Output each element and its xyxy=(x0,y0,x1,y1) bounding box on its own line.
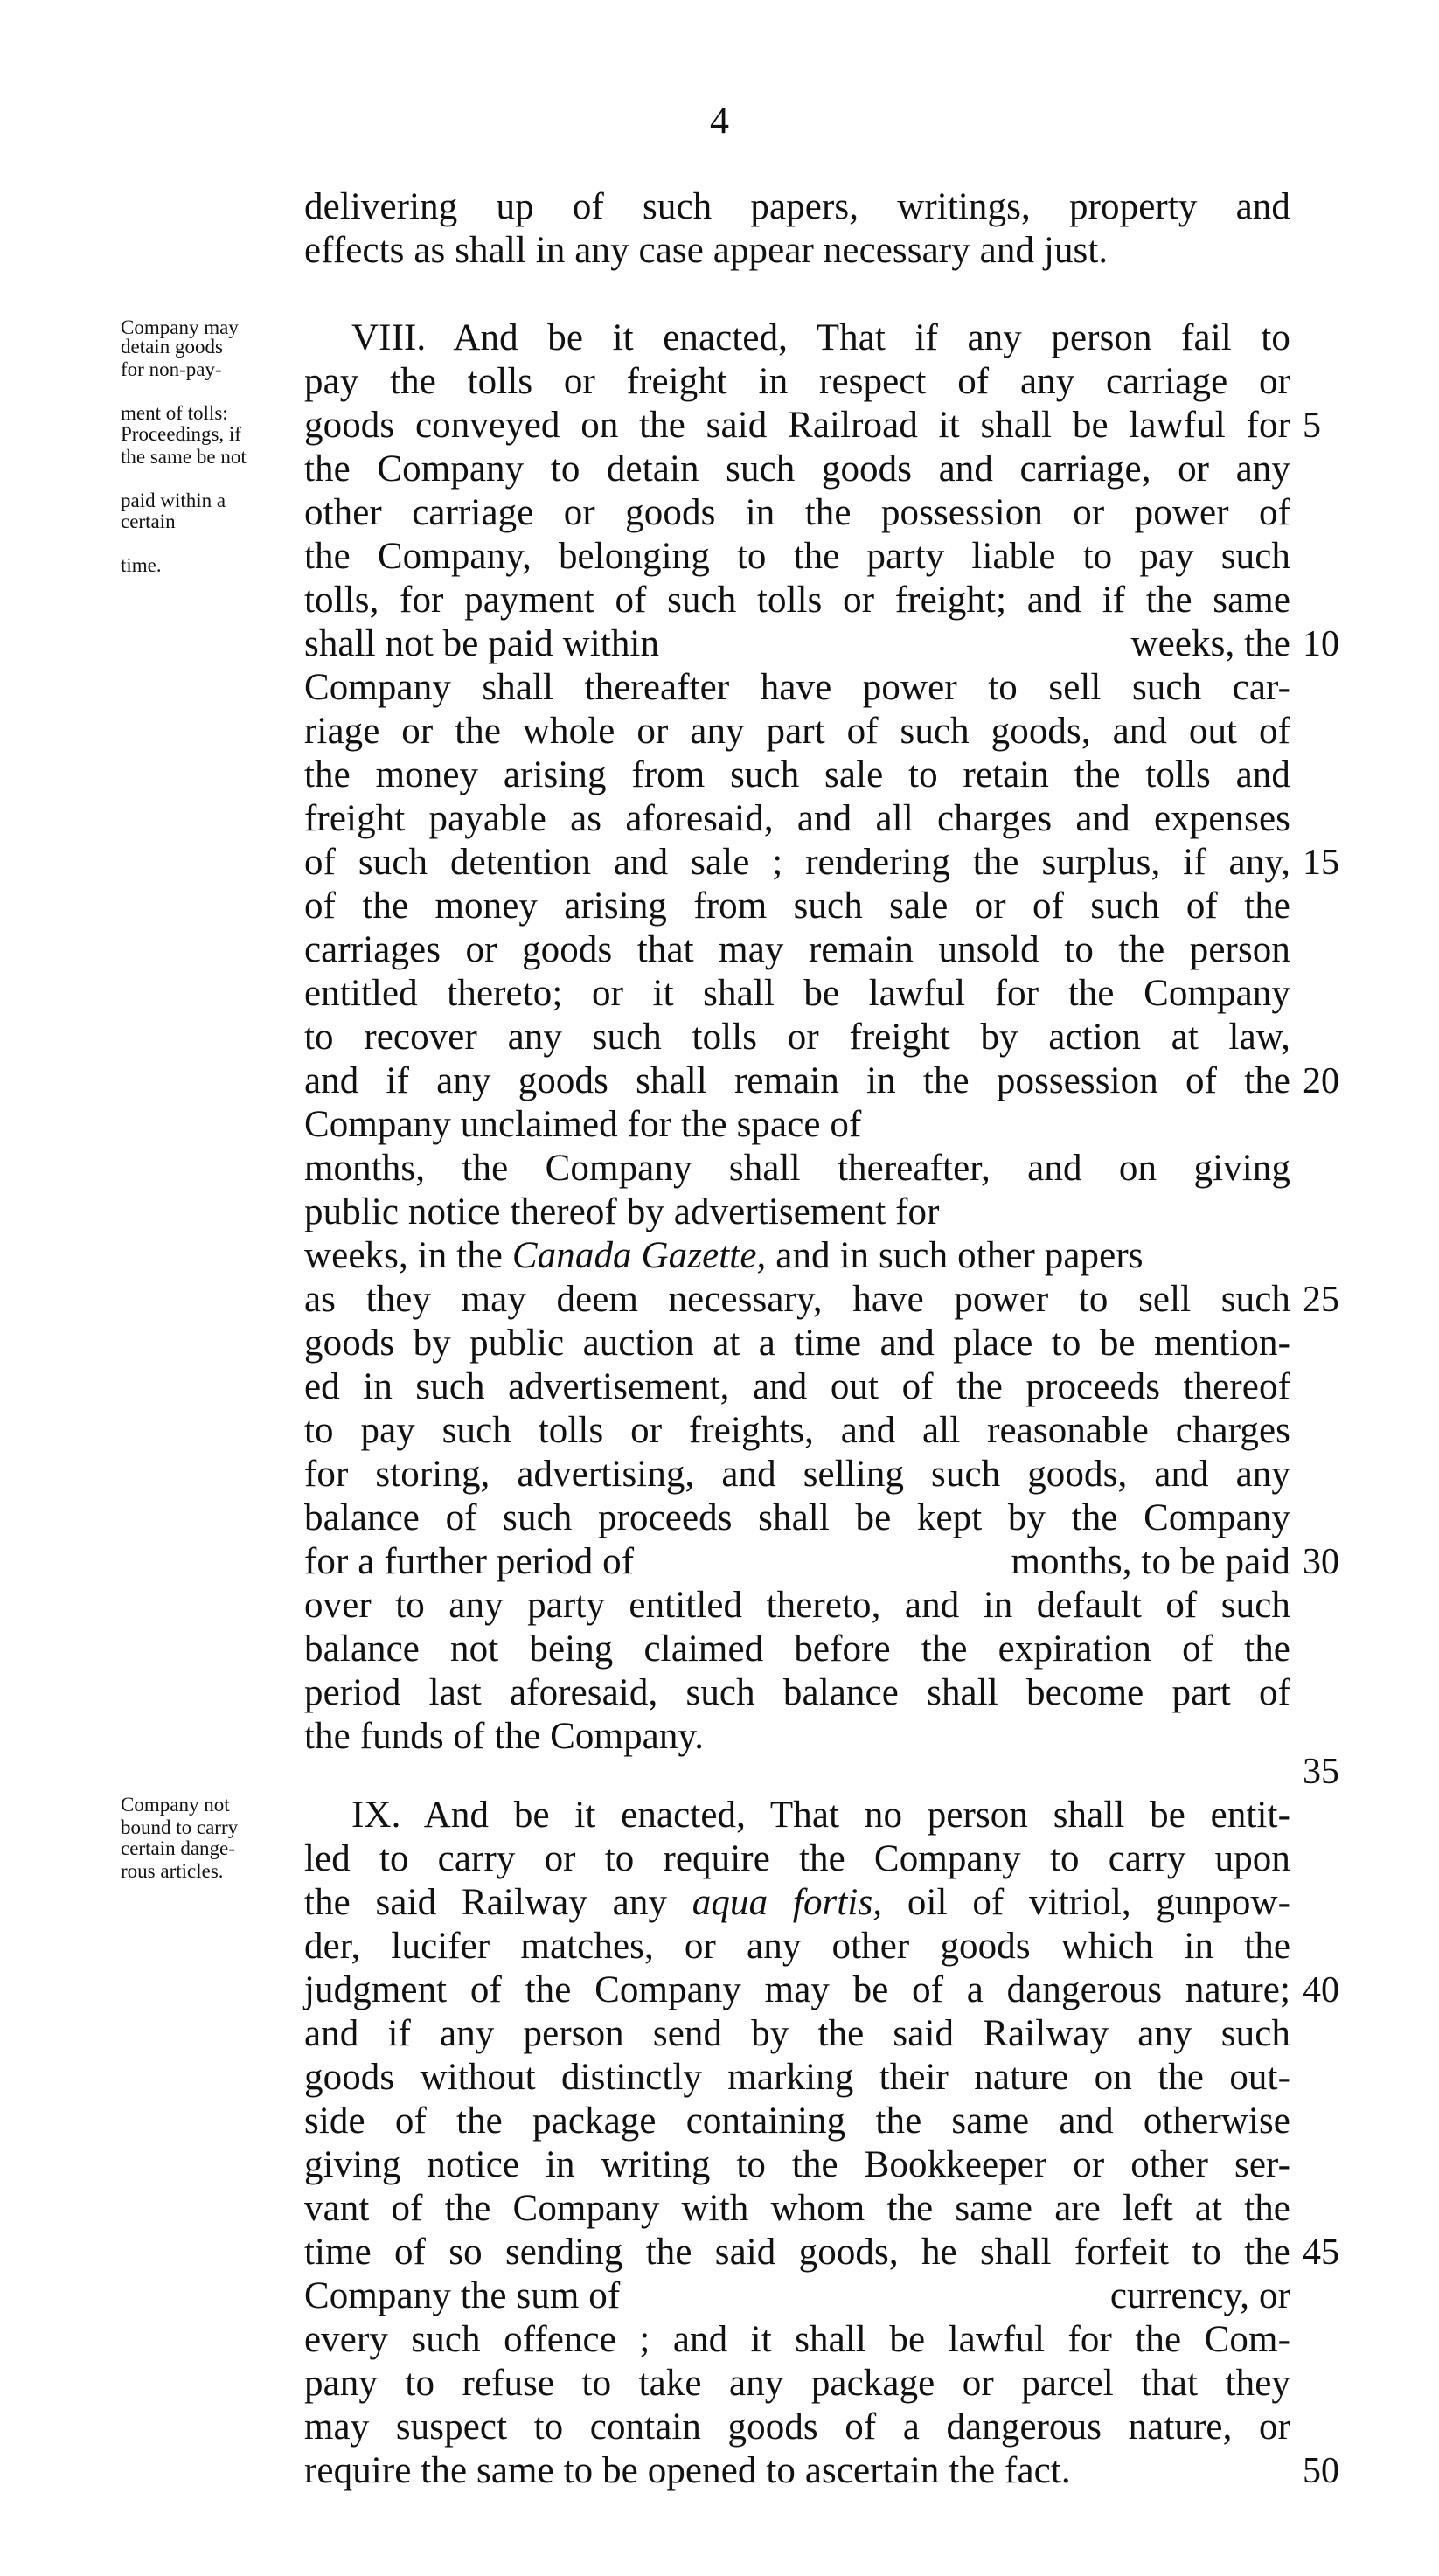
line-number: 5 xyxy=(1303,406,1321,446)
line-number: 20 xyxy=(1303,1061,1339,1101)
marginal-note-line: paid within a xyxy=(121,490,226,511)
line-number: 45 xyxy=(1303,2232,1339,2273)
line-number: 25 xyxy=(1303,1280,1339,1320)
text-line: for storing, advertising, and selling such goods, and any xyxy=(304,1454,1290,1495)
italic-term: aqua fortis, xyxy=(692,1882,883,1923)
text-line: currency, or xyxy=(1109,2275,1290,2316)
text-fragment: the said Railway any xyxy=(304,1882,668,1923)
text-line: of such detention and sale ; rendering the surplus, if any, xyxy=(304,842,1290,883)
text-line: Company unclaimed for the space of xyxy=(304,1104,862,1145)
text-line: require the same to be opened to ascertain the fact. xyxy=(304,2450,1071,2491)
text-line: balance of such proceeds shall be kept by the Company xyxy=(304,1497,1290,1538)
text-line: the Company, belonging to the party liable to pay such xyxy=(304,536,1290,577)
text-line: shall not be paid within xyxy=(304,623,660,664)
text-line: ed in such advertisement, and out of the proceeds thereof xyxy=(304,1366,1290,1407)
text-line: the Company to detain such goods and carriage, or any xyxy=(304,448,1290,490)
line-number: 15 xyxy=(1303,843,1339,883)
line-number: 50 xyxy=(1303,2451,1339,2491)
marginal-note-line: certain dange- xyxy=(121,1837,235,1859)
italic-title: Canada Gazette, xyxy=(511,1235,767,1276)
marginal-note-line: rous articles. xyxy=(121,1860,224,1882)
line-number: 40 xyxy=(1303,1970,1339,2010)
text-line: tolls, for payment of such tolls or freight; and if the same xyxy=(304,580,1290,621)
text-line: may suspect to contain goods of a dangerous nature, or xyxy=(304,2406,1290,2448)
text-line: balance not being claimed before the expiration of the xyxy=(304,1628,1290,1670)
text-line: freight payable as aforesaid, and all charges and expenses xyxy=(304,798,1290,839)
marginal-note-line: the same be not xyxy=(121,446,247,468)
text-line: over to any party entitled thereto, and in default of such xyxy=(304,1585,1290,1626)
text-line: side of the package containing the same and otherwise xyxy=(304,2100,1290,2142)
text-fragment: and in such other papers xyxy=(775,1235,1144,1276)
line-number: 35 xyxy=(1303,1752,1339,1792)
text-line: delivering up of such papers, writings, property and xyxy=(304,186,1290,227)
section-heading-line: IX. And be it enacted, That no person shall be entit- xyxy=(351,1795,1290,1836)
text-line: and if any person send by the said Railway any such xyxy=(304,2013,1290,2054)
text-line: the funds of the Company. xyxy=(304,1716,705,1757)
text-line: led to carry or to require the Company to carry upon xyxy=(304,1838,1290,1879)
text-line: entitled thereto; or it shall be lawful for the Company xyxy=(304,973,1290,1014)
text-line: time of so sending the said goods, he shall forfeit to the xyxy=(304,2232,1290,2273)
text-line: goods without distinctly marking their nature on the out- xyxy=(304,2057,1290,2098)
text-line: Company shall thereafter have power to sell such car- xyxy=(304,667,1290,708)
text-line: riage or the whole or any part of such goods, and out of xyxy=(304,711,1290,752)
text-line: to recover any such tolls or freight by action at law, xyxy=(304,1017,1290,1058)
text-fragment: weeks, in the xyxy=(304,1235,503,1276)
text-line xyxy=(304,1881,1290,1925)
marginal-note-line: Company may xyxy=(121,316,239,338)
section-heading-line: VIII. And be it enacted, That if any person fail to xyxy=(351,317,1290,358)
text-line: effects as shall in any case appear necessary and just. xyxy=(304,230,1109,271)
text-line: as they may deem necessary, have power to sell such xyxy=(304,1279,1290,1320)
marginal-note-line: bound to carry xyxy=(121,1816,239,1838)
marginal-note-line: Company not xyxy=(121,1794,230,1816)
marginal-note-line: for non-pay- xyxy=(121,358,222,380)
text-line: months, to be paid xyxy=(1011,1541,1290,1582)
text-line: public notice thereof by advertisement for xyxy=(304,1191,940,1232)
text-line: the money arising from such sale to retain the tolls and xyxy=(304,754,1290,795)
line-number: 30 xyxy=(1303,1542,1339,1582)
text-line: giving notice in writing to the Bookkeeper or other ser- xyxy=(304,2144,1290,2185)
text-line: every such offence ; and it shall be lawful for the Com- xyxy=(304,2319,1290,2360)
text-line: pany to refuse to take any package or parcel that they xyxy=(304,2363,1290,2404)
text-line: weeks, the xyxy=(1130,623,1290,664)
text-line: carriages or goods that may remain unsold to the person xyxy=(304,929,1290,970)
text-line: other carriage or goods in the possession or power of xyxy=(304,492,1290,533)
text-fragment: oil of vitriol, gunpow- xyxy=(907,1882,1291,1923)
text-line: of the money arising from such sale or of such of the xyxy=(304,885,1290,927)
text-line: period last aforesaid, such balance shall become part of xyxy=(304,1672,1290,1713)
marginal-note-line: Proceedings, if xyxy=(121,423,241,445)
text-line: judgment of the Company may be of a dangerous nature; xyxy=(304,1969,1290,2010)
text-line: vant of the Company with whom the same are left at the xyxy=(304,2188,1290,2229)
text-line: for a further period of xyxy=(304,1541,635,1582)
marginal-note-line: ment of tolls: xyxy=(121,402,228,424)
text-line: der, lucifer matches, or any other goods which in the xyxy=(304,1926,1290,1967)
marginal-note-line: time. xyxy=(121,554,162,576)
text-line: Company the sum of xyxy=(304,2275,621,2316)
text-line: goods by public auction at a time and place to be mention- xyxy=(304,1323,1290,1364)
line-number: 10 xyxy=(1303,624,1339,664)
marginal-note-line: detain goods xyxy=(121,336,223,358)
text-line: pay the tolls or freight in respect of any carriage or xyxy=(304,361,1290,402)
page-number: 4 xyxy=(710,99,729,142)
text-line: to pay such tolls or freights, and all reasonable charges xyxy=(304,1410,1290,1451)
text-line: goods conveyed on the said Railroad it shall be lawful for xyxy=(304,405,1290,446)
marginal-note-line: certain xyxy=(121,510,176,532)
text-line: and if any goods shall remain in the possession of the xyxy=(304,1060,1290,1101)
text-line xyxy=(304,1234,1290,1278)
text-line: months, the Company shall thereafter, and on giving xyxy=(304,1148,1290,1189)
